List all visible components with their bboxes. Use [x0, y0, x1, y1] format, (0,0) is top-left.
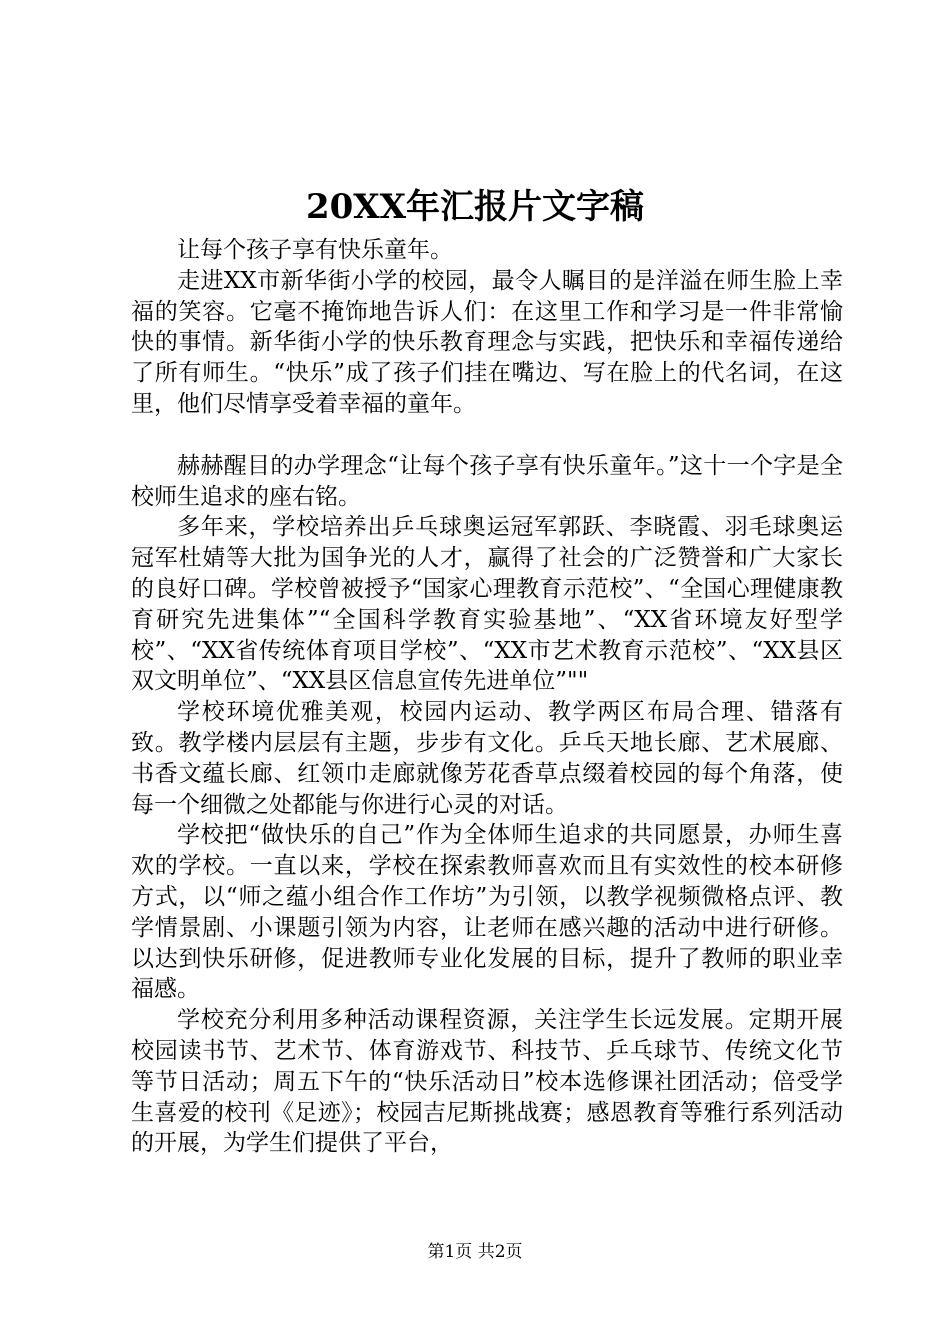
- paragraph-4: 多年来，学校培养出乒乓球奥运冠军郭跃、李晓霞、羽毛球奥运冠军杜婧等大批为国争光的人才，赢得了社会的广泛赞誉和广大家长的良好口碑。学校曾被授予“国家心理教育示范校”、“全国心理健康教育研究先进集体”“全国科学教育实验基地”、“XX省环境友好型学校”、“XX省传统体育项目学校”、“XX市艺术教育示范校”、“XX县区双文明单位”、“XX县区信息宣传先进单位”"": [131, 514, 843, 695]
- paragraph-5: 学校环境优雅美观，校园内运动、教学两区布局合理、错落有致。教学楼内层层有主题，步步有文化。乒乓天地长廊、艺术展廊、书香文蕴长廊、红领巾走廊就像芳花香草点缀着校园的每个角落，使每一个细微之处都能与你进行心灵的对话。: [131, 699, 843, 818]
- paragraph-2: 走进XX市新华街小学的校园，最令人瞩目的是洋溢在师生脸上幸福的笑容。它毫不掩饰地告诉人们：在这里工作和学习是一件非常愉快的事情。新华街小学的快乐教育理念与实践，把快乐和幸福传递给了所有师生。“快乐”成了孩子们挂在嘴边、写在脸上的代名词，在这里，他们尽情享受着幸福的童年。: [131, 267, 843, 417]
- paragraph-3: 赫赫醒目的办学理念“让每个孩子享有快乐童年。”这十一个字是全校师生追求的座右铭。: [131, 452, 843, 510]
- document-body: [131, 235, 843, 1159]
- document-title: 20XX年汇报片文字稿: [305, 187, 645, 227]
- paragraph-1: 让每个孩子享有快乐童年。: [177, 237, 453, 263]
- page-footer: 第1页 共2页: [427, 1242, 523, 1262]
- paragraph-6: 学校把“做快乐的自己”作为全体师生追求的共同愿景，办师生喜欢的学校。一直以来，学校在探索教师喜欢而且有实效性的校本研修方式，以“师之蕴小组合作工作坊”为引领，以教学视频微格点评、教学情景剧、小课题引领为内容，让老师在感兴趣的活动中进行研修。以达到快乐研修，促进教师专业化发展的目标，提升了教师的职业幸福感。: [131, 822, 843, 1003]
- paragraph-7: 学校充分利用多种活动课程资源，关注学生长远发展。定期开展校园读书节、艺术节、体育游戏节、科技节、乒乓球节、传统文化节等节日活动；周五下午的“快乐活动日”校本选修课社团活动；倍受学生喜爱的校刊《足迹》；校园吉尼斯挑战赛；感恩教育等雅行系列活动的开展，为学生们提供了平台，: [131, 1007, 843, 1157]
